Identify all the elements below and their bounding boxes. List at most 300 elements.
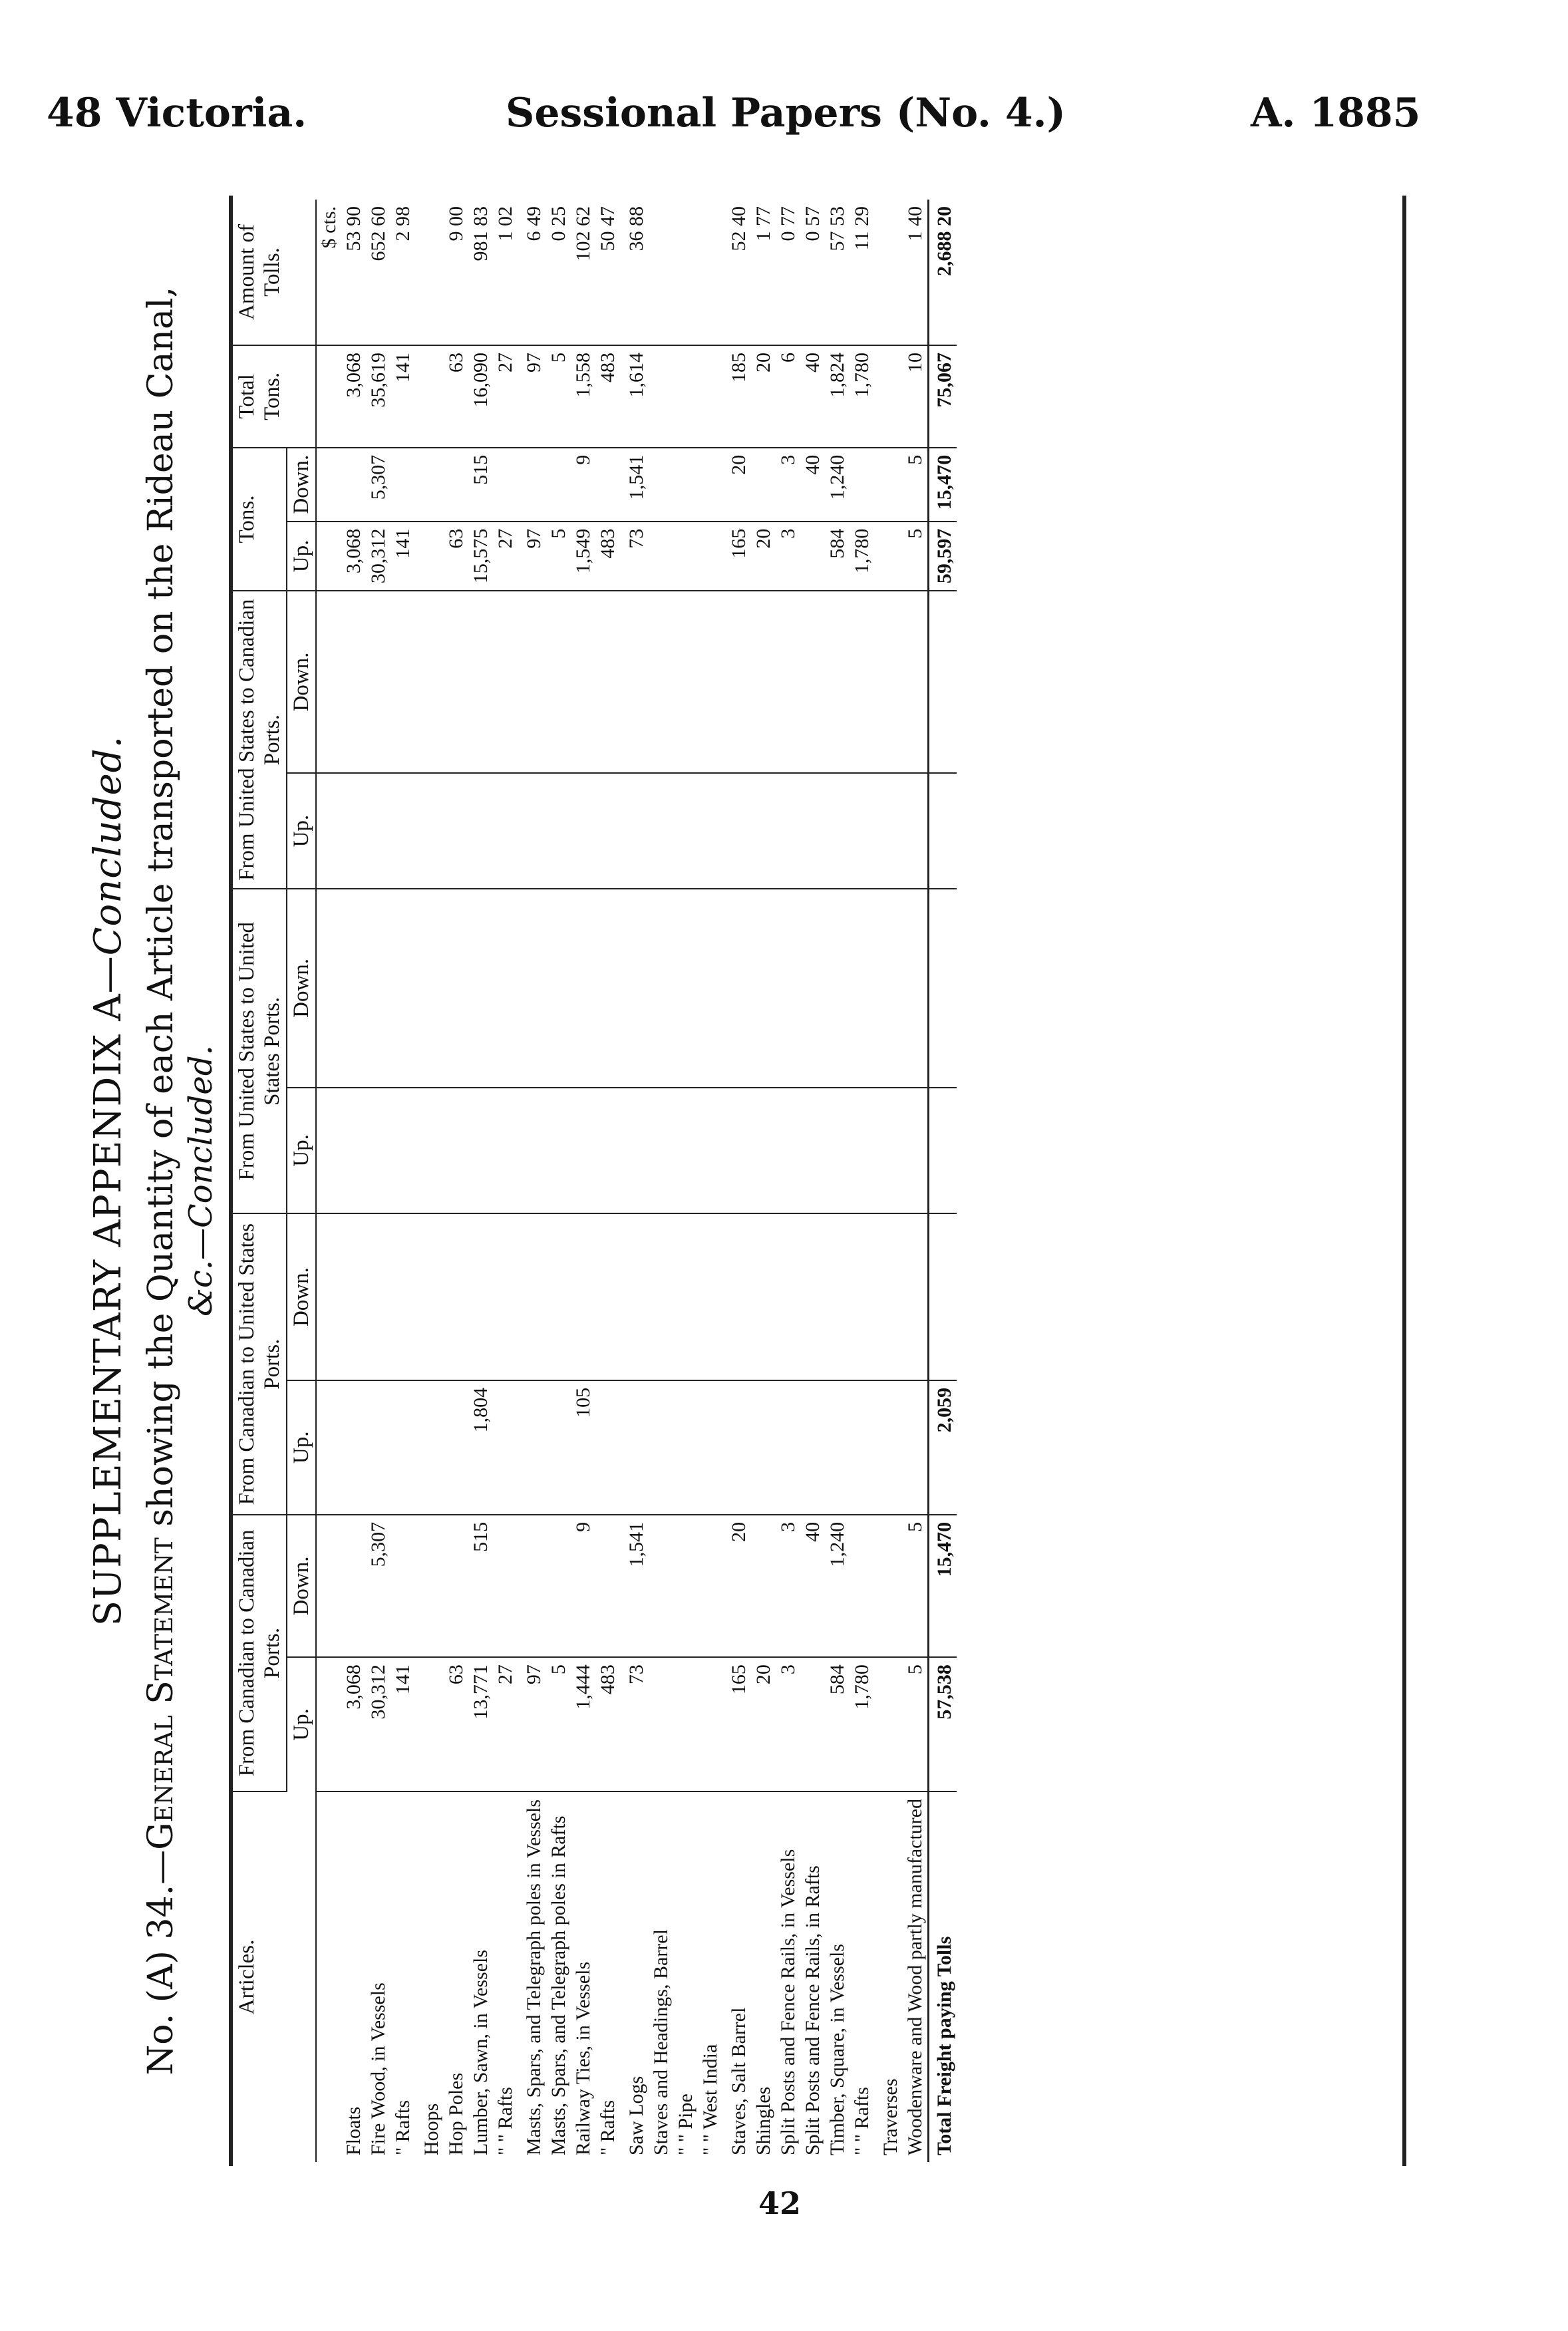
table-row (493, 200, 518, 2162)
cell-uc-down (722, 591, 751, 773)
cell-cc-down (444, 1515, 468, 1657)
cell-cc-up: 57,538 (929, 1657, 957, 1791)
cell-uc-up (546, 773, 571, 889)
cell-cu-down (444, 1213, 468, 1380)
cell-total: 63 (444, 345, 468, 448)
cell-t-up: 63 (444, 522, 468, 591)
cell-total: 6 (776, 345, 800, 448)
table-row (391, 200, 415, 2162)
cell-uu-up (751, 1088, 776, 1214)
cell-article: " Rafts (597, 2099, 619, 2155)
col-tons-down: Down. (287, 448, 316, 522)
cell-cc-down (595, 1515, 620, 1657)
cell-uc-up (850, 773, 874, 889)
cell-t-up: 584 (825, 522, 850, 591)
cell-cu-down (518, 1213, 546, 1380)
cell-t-down (874, 448, 903, 522)
cell-uu-up (649, 1088, 673, 1214)
cell-t-down (444, 448, 468, 522)
cell-total (649, 345, 673, 448)
rotated-page-content (86, 200, 1437, 2162)
cell-article: " " Pipe (675, 2094, 697, 2155)
cell-uc-down (776, 591, 800, 773)
cell-uc-up (391, 773, 415, 889)
cell-cu-up (776, 1380, 800, 1515)
cell-t-down (493, 448, 518, 522)
cell-total: 1,824 (825, 345, 850, 448)
cell-uu-down (673, 889, 698, 1087)
cell-cu-down (546, 1213, 571, 1380)
cell-uu-up (366, 1088, 391, 1214)
cell-uu-up (874, 1088, 903, 1214)
cell-uc-up (800, 773, 825, 889)
cell-t-up: 483 (595, 522, 620, 591)
cell-total (673, 345, 698, 448)
table-row (415, 200, 444, 2162)
cell-cc-up: 584 (825, 1657, 850, 1791)
cell-uu-down (649, 889, 673, 1087)
cell-t-down (518, 448, 546, 522)
cell-cc-up (649, 1657, 673, 1791)
cell-tolls: 2,688 20 (929, 200, 957, 345)
cell-uu-up (341, 1088, 366, 1214)
cell-article: Hoops (420, 2103, 442, 2155)
cell-article: Total Freight paying Tolls (929, 1791, 957, 2162)
cell-uu-up (546, 1088, 571, 1214)
cell-uc-down (493, 591, 518, 773)
cell-cc-up: 5 (903, 1657, 929, 1791)
cell-uu-up (571, 1088, 595, 1214)
cell-total: 97 (518, 345, 546, 448)
statement-title-line2: &c.—Concluded. (182, 1045, 220, 1317)
cell-cu-down (825, 1213, 850, 1380)
table-row (903, 200, 929, 2162)
cell-cu-up (444, 1380, 468, 1515)
col-uu-up: Up. (287, 1088, 316, 1214)
cell-total: 483 (595, 345, 620, 448)
cell-uu-up (415, 1088, 444, 1214)
cell-cc-up: 3 (776, 1657, 800, 1791)
cell-article: " " Rafts (494, 2087, 516, 2155)
cell-cc-down (649, 1515, 673, 1657)
cell-cu-down (493, 1213, 518, 1380)
cell-tolls (649, 200, 673, 345)
cell-t-down (698, 448, 722, 522)
cell-uu-down (468, 889, 493, 1087)
cell-article: Staves, Salt Barrel (728, 2007, 750, 2155)
cell-total: 3,068 (341, 345, 366, 448)
cell-cu-down (673, 1213, 698, 1380)
table-row (776, 200, 800, 2162)
cell-cu-up (546, 1380, 571, 1515)
cell-uc-down (571, 591, 595, 773)
cell-t-up: 73 (620, 522, 649, 591)
cell-total: 185 (722, 345, 751, 448)
col-group-cu: From Canadian to United States Ports. (233, 1213, 287, 1515)
cell-total: 5 (546, 345, 571, 448)
cell-t-down (751, 448, 776, 522)
table-row (366, 200, 391, 2162)
cell-cu-up: 105 (571, 1380, 595, 1515)
cell-t-down: 5 (903, 448, 929, 522)
cell-cc-down (850, 1515, 874, 1657)
cell-cu-down (341, 1213, 366, 1380)
cell-uu-down (776, 889, 800, 1087)
cell-uu-down (620, 889, 649, 1087)
cell-article: " " West India (699, 2044, 721, 2155)
table-body (316, 200, 957, 2162)
cell-cc-up: 5 (546, 1657, 571, 1791)
cell-cu-up (751, 1380, 776, 1515)
cell-t-down: 3 (776, 448, 800, 522)
cell-uu-up (391, 1088, 415, 1214)
col-cc-down: Down. (287, 1515, 316, 1657)
cell-t-up (698, 522, 722, 591)
cell-tolls (673, 200, 698, 345)
cell-tolls: 36 88 (620, 200, 649, 345)
col-cu-up: Up. (287, 1380, 316, 1515)
cell-cc-up: 13,771 (468, 1657, 493, 1791)
cell-t-up: 30,312 (366, 522, 391, 591)
cell-t-down: 20 (722, 448, 751, 522)
cell-uu-down (571, 889, 595, 1087)
cell-article: Staves and Headings, Barrel (650, 1929, 672, 2155)
cell-cu-down (649, 1213, 673, 1380)
cell-tolls: 52 40 (722, 200, 751, 345)
cell-article: Fire Wood, in Vessels (367, 1982, 389, 2155)
cell-tolls: 0 77 (776, 200, 800, 345)
cell-uc-up (518, 773, 546, 889)
cell-tolls: 53 90 (341, 200, 366, 345)
cell-cc-down (874, 1515, 903, 1657)
cell-cu-down (800, 1213, 825, 1380)
cell-uc-down (468, 591, 493, 773)
cell-t-down (341, 448, 366, 522)
cell-uc-up (751, 773, 776, 889)
total-row (929, 200, 957, 2162)
cell-t-up: 5 (903, 522, 929, 591)
cell-total: 141 (391, 345, 415, 448)
currency-row (316, 200, 341, 2162)
cell-uu-down (825, 889, 850, 1087)
cell-cc-up: 27 (493, 1657, 518, 1791)
cell-cc-down: 5,307 (366, 1515, 391, 1657)
cell-tolls: 652 60 (366, 200, 391, 345)
cell-uc-up (444, 773, 468, 889)
table-row (800, 200, 825, 2162)
cell-cc-up: 483 (595, 1657, 620, 1791)
cell-uu-down (850, 889, 874, 1087)
cell-cu-up (366, 1380, 391, 1515)
appendix-title-italic: Concluded. (86, 735, 130, 956)
cell-uc-down (673, 591, 698, 773)
cell-cc-up: 63 (444, 1657, 468, 1791)
cell-tolls: 9 00 (444, 200, 468, 345)
cell-article: Masts, Spars, and Telegraph poles in Vessels (523, 1799, 545, 2155)
col-tolls: Amount of Tolls. (233, 200, 316, 345)
cell-tolls: 0 57 (800, 200, 825, 345)
table-row (444, 200, 468, 2162)
cell-tolls: 102 62 (571, 200, 595, 345)
col-group-uu: From United States to United States Ports. (233, 889, 287, 1213)
cell-cu-down (751, 1213, 776, 1380)
cell-cu-up (620, 1380, 649, 1515)
cell-cc-down (341, 1515, 366, 1657)
cell-t-down: 15,470 (929, 448, 957, 522)
cell-cc-down (415, 1515, 444, 1657)
cell-cc-down: 15,470 (929, 1515, 957, 1657)
cell-cu-down (850, 1213, 874, 1380)
cell-cu-down (620, 1213, 649, 1380)
col-cc-up: Up. (287, 1657, 316, 1791)
cell-cc-up: 1,780 (850, 1657, 874, 1791)
cell-uu-down (751, 889, 776, 1087)
cell-tolls: 57 53 (825, 200, 850, 345)
cell-cc-down (493, 1515, 518, 1657)
col-cu-down: Down. (287, 1213, 316, 1380)
cell-cu-down (415, 1213, 444, 1380)
cell-cu-up (800, 1380, 825, 1515)
table-row (341, 200, 366, 2162)
cell-uc-down (444, 591, 468, 773)
cell-uu-down (415, 889, 444, 1087)
cell-uu-up (800, 1088, 825, 1214)
cell-uc-up (825, 773, 850, 889)
cell-cu-up (649, 1380, 673, 1515)
cell-uc-down (751, 591, 776, 773)
cell-uu-up (929, 1088, 957, 1214)
cell-tolls: 1 77 (751, 200, 776, 345)
cell-uu-up (620, 1088, 649, 1214)
cell-cu-up (850, 1380, 874, 1515)
cell-uc-up (929, 773, 957, 889)
cell-cc-down: 515 (468, 1515, 493, 1657)
table-row (722, 200, 751, 2162)
cell-uu-up (468, 1088, 493, 1214)
cell-uc-down (825, 591, 850, 773)
cell-uu-down (444, 889, 468, 1087)
cell-t-down: 515 (468, 448, 493, 522)
cell-article: Masts, Spars, and Telegraph poles in Rafts (548, 1815, 569, 2155)
cell-article: Railway Ties, in Vessels (572, 1961, 594, 2155)
cell-cu-down (776, 1213, 800, 1380)
cell-cc-up: 97 (518, 1657, 546, 1791)
cell-t-down: 1,240 (825, 448, 850, 522)
cell-uc-up (673, 773, 698, 889)
cell-uu-down (493, 889, 518, 1087)
cell-uu-down (391, 889, 415, 1087)
cell-cu-down (571, 1213, 595, 1380)
cell-cc-up (415, 1657, 444, 1791)
cell-cc-down: 1,541 (620, 1515, 649, 1657)
currency-label: $ cts. (316, 200, 341, 345)
cell-total (415, 345, 444, 448)
table-row (546, 200, 571, 2162)
cell-cu-up (341, 1380, 366, 1515)
cell-article: " Rafts (392, 2099, 414, 2155)
cell-cc-up (800, 1657, 825, 1791)
cell-uu-down (903, 889, 929, 1087)
cell-tolls: 50 47 (595, 200, 620, 345)
cell-uu-up (903, 1088, 929, 1214)
cell-uc-up (595, 773, 620, 889)
cell-cu-up (903, 1380, 929, 1515)
cell-t-down: 40 (800, 448, 825, 522)
cell-t-down (415, 448, 444, 522)
cell-article: Shingles (752, 2086, 774, 2155)
cell-t-up: 1,549 (571, 522, 595, 591)
cell-uu-up (518, 1088, 546, 1214)
cell-tolls: 1 02 (493, 200, 518, 345)
cell-uu-down (546, 889, 571, 1087)
table-row (649, 200, 673, 2162)
statement-title-smallcaps: General Statement (141, 1537, 181, 1850)
cell-total: 35,619 (366, 345, 391, 448)
cell-total (874, 345, 903, 448)
cell-cc-up: 20 (751, 1657, 776, 1791)
cell-t-up: 15,575 (468, 522, 493, 591)
cell-t-up: 3,068 (341, 522, 366, 591)
cell-cu-up (493, 1380, 518, 1515)
cell-cu-down (722, 1213, 751, 1380)
cell-article: Timber, Square, in Vessels (826, 1944, 848, 2155)
cell-uc-up (874, 773, 903, 889)
cell-uc-down (800, 591, 825, 773)
cell-cc-down (698, 1515, 722, 1657)
appendix-title (86, 200, 130, 2162)
cell-article: Split Posts and Fence Rails, in Rafts (802, 1865, 824, 2155)
cell-t-up: 97 (518, 522, 546, 591)
col-tons-up: Up. (287, 522, 316, 591)
cell-article: Hop Poles (445, 2072, 467, 2155)
cell-t-up: 165 (722, 522, 751, 591)
cell-uu-up (776, 1088, 800, 1214)
cell-tolls (415, 200, 444, 345)
cell-uc-up (722, 773, 751, 889)
cell-t-down (649, 448, 673, 522)
cell-uc-down (698, 591, 722, 773)
cell-article: Woodenware and Wood partly manufactured (904, 1798, 926, 2155)
table-row (518, 200, 546, 2162)
cell-uu-up (444, 1088, 468, 1214)
col-uc-down: Down. (287, 591, 316, 773)
cell-tolls: 6 49 (518, 200, 546, 345)
cell-t-up: 20 (751, 522, 776, 591)
table-row (571, 200, 595, 2162)
cell-uc-down (341, 591, 366, 773)
cell-uu-down (518, 889, 546, 1087)
cell-uc-up (698, 773, 722, 889)
cell-cc-down (518, 1515, 546, 1657)
cell-cu-down (929, 1213, 957, 1380)
cell-cc-down: 40 (800, 1515, 825, 1657)
cell-article: Floats (343, 2106, 365, 2155)
cell-t-up: 141 (391, 522, 415, 591)
cell-t-down (391, 448, 415, 522)
cell-cc-down (391, 1515, 415, 1657)
cell-cu-up (825, 1380, 850, 1515)
cell-cc-down: 1,240 (825, 1515, 850, 1657)
cell-cu-up (518, 1380, 546, 1515)
cell-cc-up (874, 1657, 903, 1791)
cell-uc-down (595, 591, 620, 773)
cell-t-up (649, 522, 673, 591)
cell-uu-up (698, 1088, 722, 1214)
cell-uc-up (571, 773, 595, 889)
cell-total: 20 (751, 345, 776, 448)
table-row (698, 200, 722, 2162)
statement-title-rest: showing the Quantity of each Article transported on the Rideau Canal, (141, 286, 181, 1538)
cell-tolls: 11 29 (850, 200, 874, 345)
table-row (673, 200, 698, 2162)
statement-table (233, 200, 957, 2162)
cell-cc-down (546, 1515, 571, 1657)
cell-uu-down (366, 889, 391, 1087)
cell-uu-up (673, 1088, 698, 1214)
cell-article: " " Rafts (851, 2087, 873, 2155)
cell-cu-up (722, 1380, 751, 1515)
cell-uc-up (366, 773, 391, 889)
cell-total: 1,558 (571, 345, 595, 448)
cell-cu-down (366, 1213, 391, 1380)
cell-t-down: 5,307 (366, 448, 391, 522)
cell-total: 40 (800, 345, 825, 448)
cell-cu-down (595, 1213, 620, 1380)
cell-t-down: 1,541 (620, 448, 649, 522)
cell-tolls: 0 25 (546, 200, 571, 345)
cell-uc-up (620, 773, 649, 889)
cell-uu-down (874, 889, 903, 1087)
cell-cu-down (874, 1213, 903, 1380)
cell-total: 75,067 (929, 345, 957, 448)
cell-t-up: 27 (493, 522, 518, 591)
cell-cu-down (698, 1213, 722, 1380)
cell-tolls (698, 200, 722, 345)
cell-uc-up (493, 773, 518, 889)
cell-uc-down (391, 591, 415, 773)
col-articles: Articles. (233, 1791, 316, 2162)
cell-cc-up: 141 (391, 1657, 415, 1791)
cell-cu-up (595, 1380, 620, 1515)
cell-cc-up: 165 (722, 1657, 751, 1791)
header-right: A. 1885 (1251, 90, 1421, 136)
cell-cu-up (391, 1380, 415, 1515)
cell-uu-down (800, 889, 825, 1087)
table-row (595, 200, 620, 2162)
cell-cu-up: 2,059 (929, 1380, 957, 1515)
cell-cu-up: 1,804 (468, 1380, 493, 1515)
col-group-uc: From United States to Canadian Ports. (233, 591, 287, 889)
cell-total: 1,780 (850, 345, 874, 448)
cell-uu-up (595, 1088, 620, 1214)
cell-total: 27 (493, 345, 518, 448)
col-group-cc: From Canadian to Canadian Ports. (233, 1515, 287, 1791)
cell-uc-up (776, 773, 800, 889)
cell-t-up (800, 522, 825, 591)
cell-cu-up (415, 1380, 444, 1515)
cell-t-down: 9 (571, 448, 595, 522)
cell-article: Traverses (879, 2078, 901, 2155)
cell-total: 1,614 (620, 345, 649, 448)
cell-cu-down (391, 1213, 415, 1380)
table-row (468, 200, 493, 2162)
cell-tolls: 2 98 (391, 200, 415, 345)
cell-cu-down (903, 1213, 929, 1380)
page-number: 42 (758, 2185, 802, 2221)
table-row (620, 200, 649, 2162)
cell-t-down (595, 448, 620, 522)
cell-tolls: 1 40 (903, 200, 929, 345)
